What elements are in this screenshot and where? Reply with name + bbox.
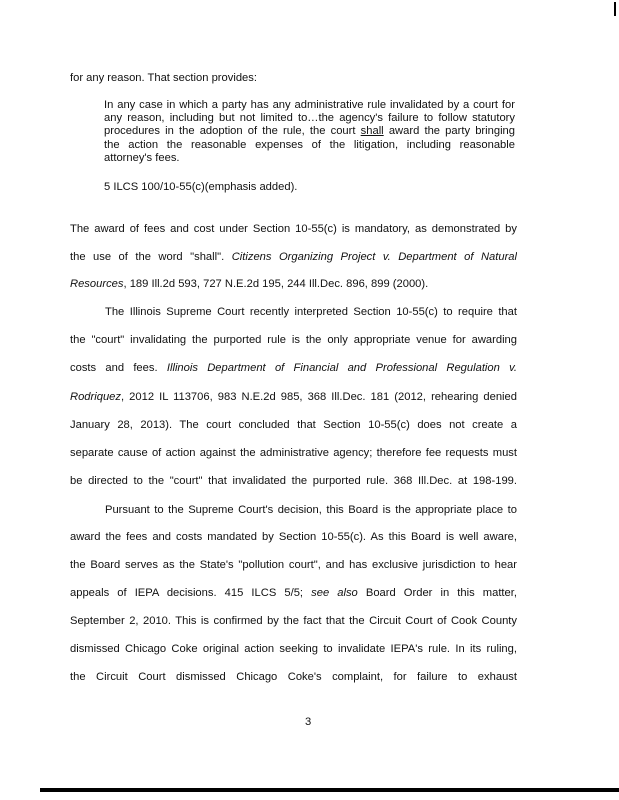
text-line (70, 334, 517, 347)
italic-citation: Citizens Organizing Project v. Department of Natural (231, 251, 517, 263)
text-segment: the "court" invalidating the purported rule is the only appropriate venue for awarding (70, 334, 517, 346)
text-segment: any reason, including but not limited to…the agency's failure to follow statutory (104, 112, 515, 124)
text-segment: , 2012 IL 113706, 983 N.E.2d 985, 368 Ill.Dec. 181 (2012, rehearing denied (121, 391, 517, 403)
text-segment: for any reason. That section provides: (70, 72, 257, 84)
italic-citation: see also (311, 587, 358, 599)
text-segment: Board Order in this matter, (357, 587, 517, 599)
text-segment: Pursuant to the Supreme Court's decision, this Board is the appropriate place to (105, 504, 517, 516)
text-line (70, 475, 517, 488)
text-segment: award the fees and costs mandated by Section 10-55(c). As this Board is well aware, (70, 531, 517, 543)
text-line (70, 362, 517, 375)
text-segment: procedures in the adoption of the rule, the court (104, 125, 361, 137)
text-line (105, 504, 517, 517)
text-segment: , 189 Ill.2d 593, 727 N.E.2d 195, 244 Ill.Dec. 896, 899 (2000). (123, 278, 429, 290)
text-segment: separate cause of action against the administrative agency; therefore fee requests must (70, 447, 517, 459)
block-quote-line (104, 181, 515, 194)
text-line (70, 447, 517, 460)
block-quote-line (104, 152, 515, 165)
text-line (70, 531, 517, 544)
text-line (70, 643, 517, 656)
text-segment: In any case in which a party has any administrative rule invalidated by a court for (104, 99, 515, 111)
text-segment: appeals of IEPA decisions. 415 ILCS 5/5; (70, 587, 312, 599)
text-segment: costs and fees. (70, 362, 167, 374)
text-segment: the action the reasonable expenses of the litigation, including reasonable (104, 139, 515, 151)
text-line (70, 391, 517, 404)
text-line (70, 251, 517, 264)
italic-citation: Resources (70, 278, 124, 290)
text-line (70, 559, 517, 572)
text-line (70, 615, 517, 628)
text-segment: the use of the word "shall". (70, 251, 232, 263)
text-line (70, 278, 517, 291)
text-line (70, 223, 517, 236)
text-line (70, 671, 517, 684)
text-line (70, 72, 517, 85)
block-quote-line (104, 112, 515, 125)
italic-citation: Rodriquez (70, 391, 121, 403)
text-segment: dismissed Chicago Coke original action seeking to invalidate IEPA's rule. In its ruling, (70, 643, 517, 655)
text-segment: January 28, 2013). The court concluded that Section 10-55(c) does not create a (70, 419, 517, 431)
text-segment: The Illinois Supreme Court recently interpreted Section 10-55(c) to require that (105, 306, 517, 318)
text-segment: award the party bringing (383, 125, 515, 137)
page-number: 3 (305, 716, 312, 728)
text-segment: the Circuit Court dismissed Chicago Coke's complaint, for failure to exhaust (70, 671, 517, 683)
scan-mark (614, 2, 616, 16)
text-line (70, 419, 517, 432)
text-line (105, 306, 517, 319)
text-segment: The award of fees and cost under Section 10-55(c) is mandatory, as demonstrated by (70, 223, 517, 235)
text-segment: September 2, 2010. This is confirmed by the fact that the Circuit Court of Cook County (70, 615, 517, 627)
text-line (70, 587, 517, 600)
scan-edge-bar (40, 788, 619, 792)
text-segment: 5 ILCS 100/10-55(c)(emphasis added). (104, 181, 298, 193)
emphasis-text: shall (360, 125, 384, 137)
text-segment: attorney's fees. (104, 152, 180, 164)
text-segment: be directed to the "court" that invalidated the purported rule. 368 Ill.Dec. at 198-199. (70, 475, 517, 487)
block-quote-line (104, 99, 515, 112)
text-segment: the Board serves as the State's "pollution court", and has exclusive jurisdiction to hear (70, 559, 517, 571)
block-quote-line (104, 125, 515, 138)
block-quote-line (104, 139, 515, 152)
italic-citation: Illinois Department of Financial and Professional Regulation v. (166, 362, 517, 374)
